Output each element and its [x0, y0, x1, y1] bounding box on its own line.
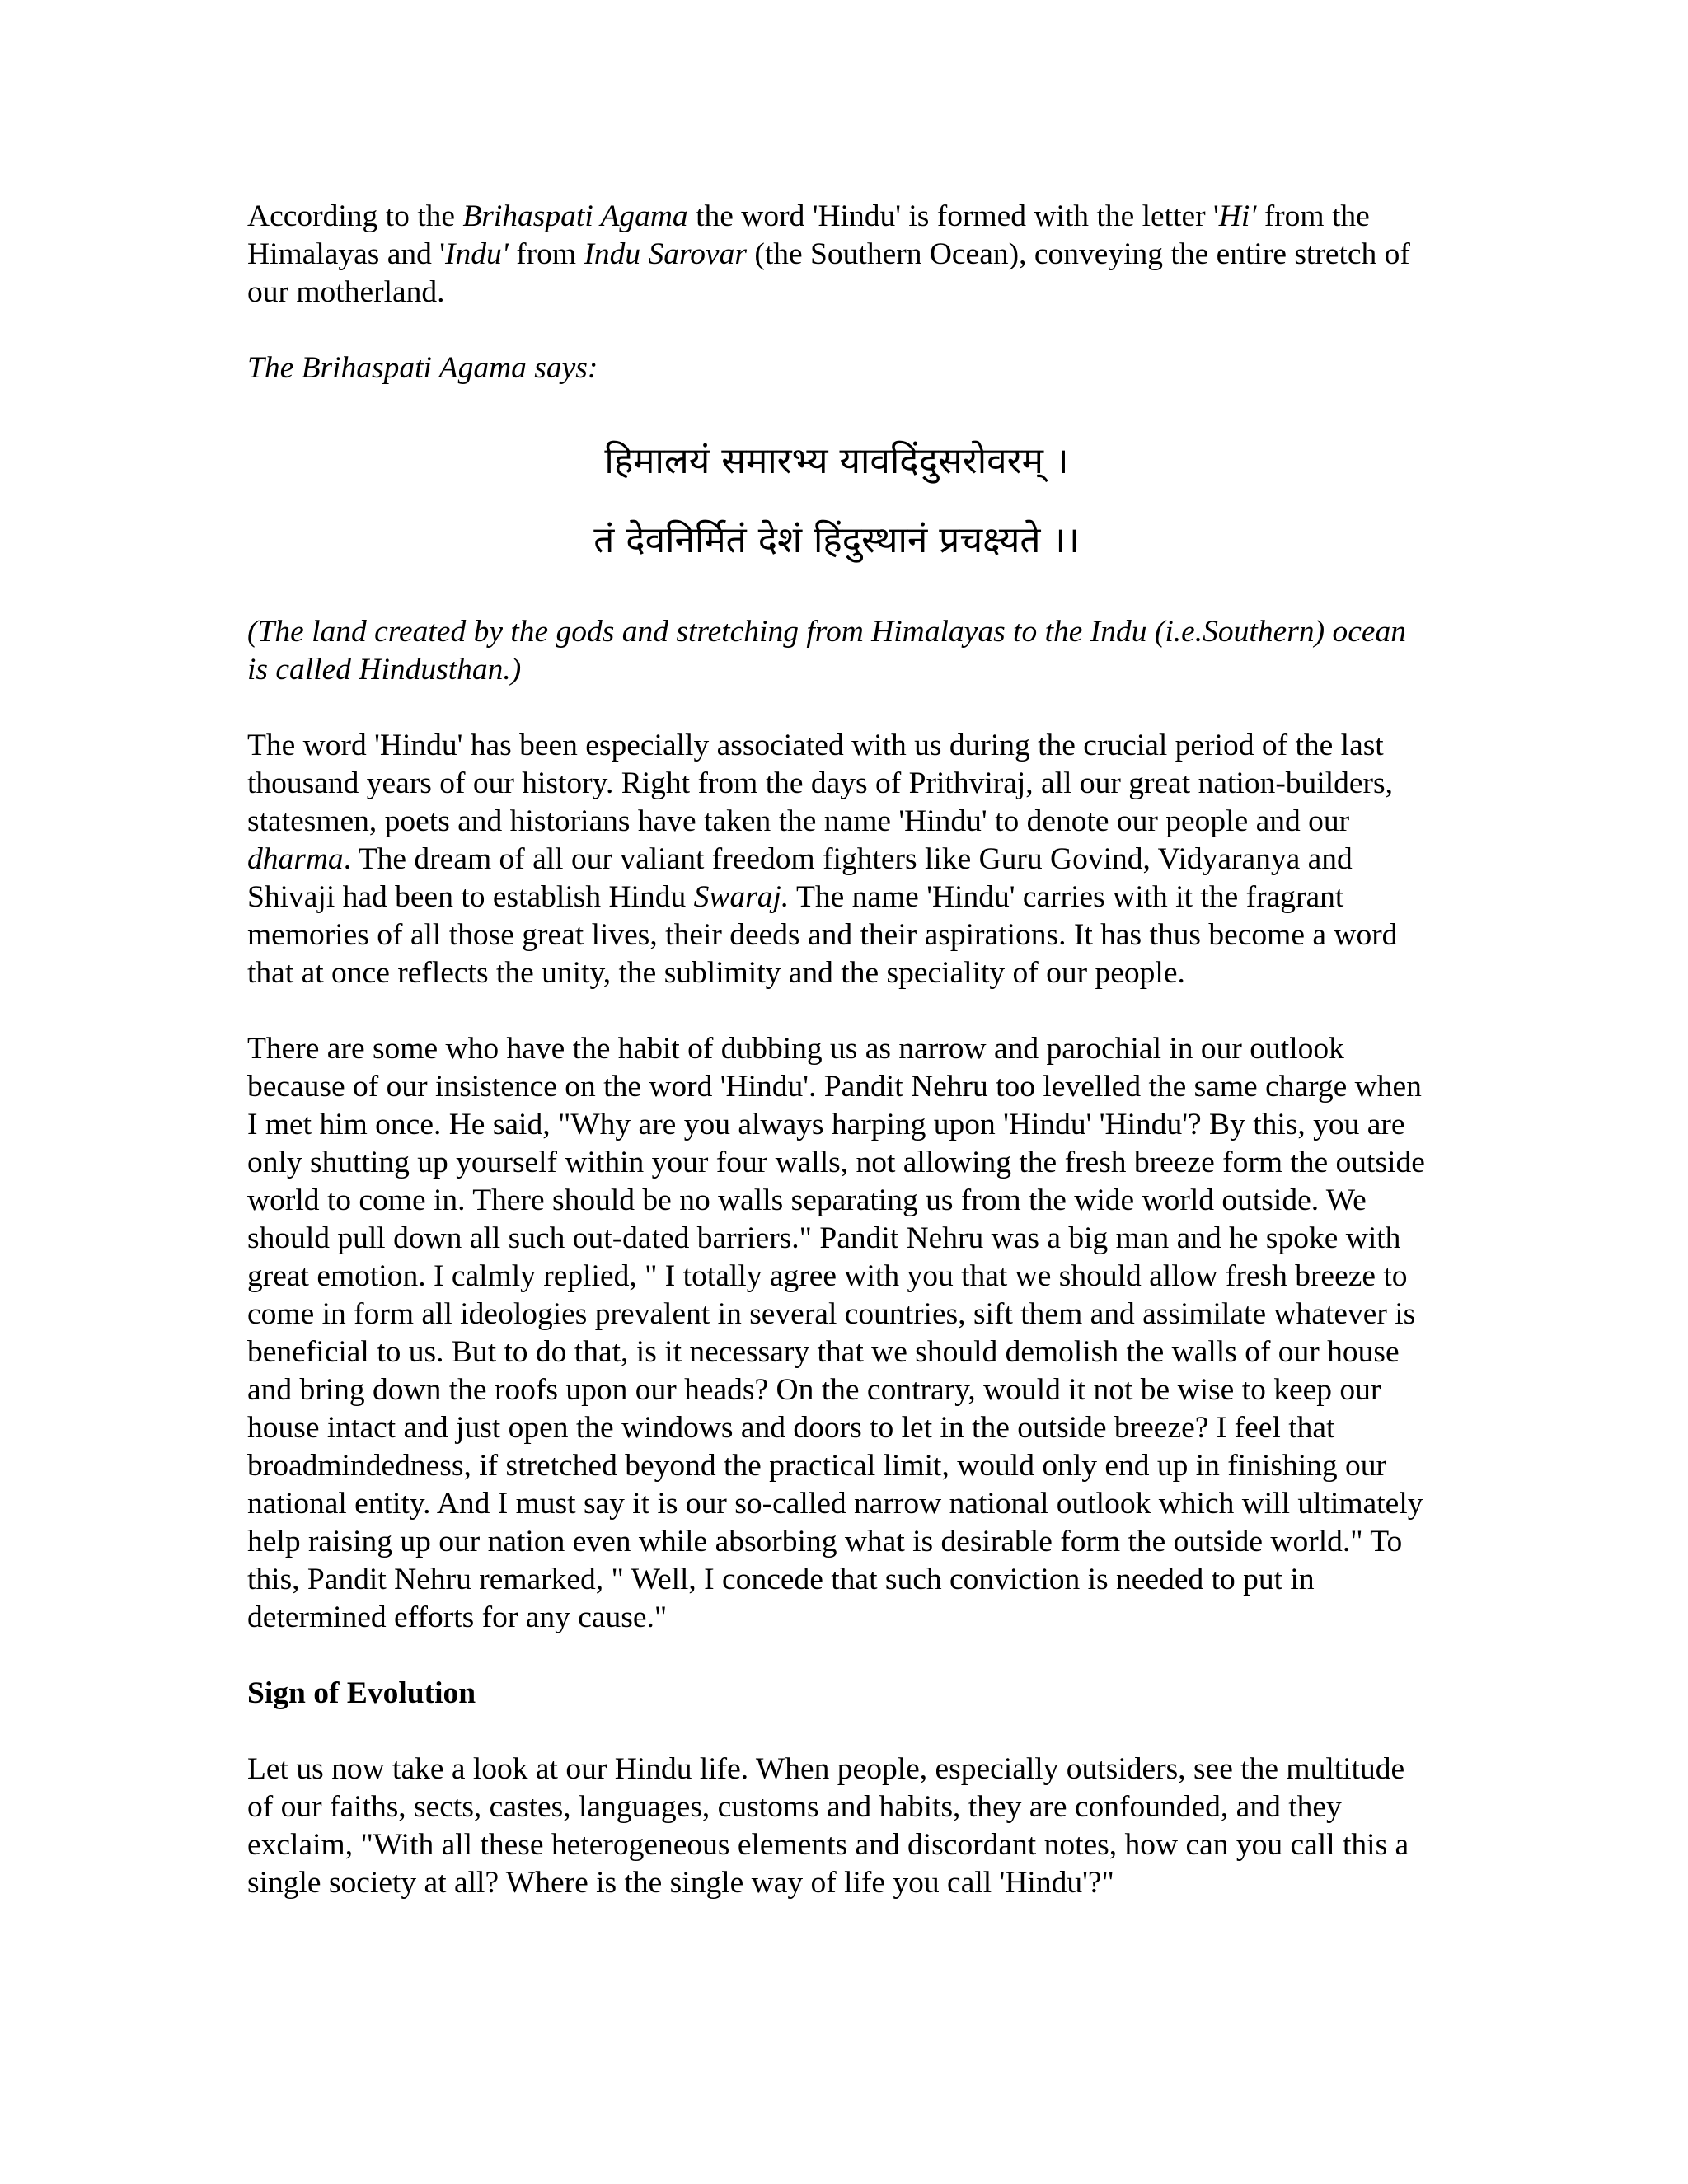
intro-italic-4: Indu Sarovar — [584, 237, 747, 271]
body-paragraph-3: Let us now take a look at our Hindu life. When people, especially outsiders, see the multitude of our faiths, sects, castes, languages, customs and habits, they are confounded, and they exclaim, "With all these heterogeneous elements and discordant notes, how can you call this a single society at all? Where is the single way of life you call 'Hindu'?" — [247, 1752, 1409, 1900]
intro-text-3: from the Himalayas and ' — [247, 199, 1370, 271]
body-paragraph-2: There are some who have the habit of dubbing us as narrow and parochial in our outlook because of our insistence on the word 'Hindu'. Pandit Nehru too levelled the same charge when I met him once. He said, "Why are you always harping upon 'Hindu' 'Hindu'? By this, you are only shutting up yourself within your four walls, not allowing the fresh breeze form the outside world to come in. There should be no walls separating us from the wide world outside. We should pull down all such out-dated barriers." Pandit Nehru was a big man and he spoke with great emotion. I calmly replied, " I totally agree with you that we should allow fresh breeze to come in form all ideologies prevalent in several countries, sift them and assimilate whatever is beneficial to us. But to do that, is it necessary that we should demolish the walls of our house and bring down the roofs upon our heads? On the contrary, would it not be wise to keep our house intact and just open the windows and doors to let in the outside breeze? I feel that broadmindedness, if stretched beyond the practical limit, would only end up in finishing our national entity. And I must say it is our so-called narrow national outlook which will ultimately help raising up our nation even while absorbing what is desirable form the outside world." To this, Pandit Nehru remarked, " Well, I concede that such conviction is needed to put in determined efforts for any cause." — [247, 1032, 1425, 1634]
para1-text-3: The name 'Hindu' carries with it the fragrant memories of all those great lives, their deeds and their aspirations. It has thus become a word that at once reflects the unity, the sublimity and the speciality of our people. — [247, 880, 1398, 990]
intro-text-2: the word 'Hindu' is formed with the letter ' — [687, 199, 1219, 233]
sanskrit-verse — [247, 422, 1426, 580]
verse-translation: (The land created by the gods and stretching from Himalayas to the Indu (i.e.Southern) ocean is called Hindusthan.) — [247, 615, 1406, 687]
intro-text-5: (the Southern Ocean), conveying the entire stretch of our motherland. — [247, 237, 1410, 309]
para1-italic-1: dharma — [247, 842, 344, 876]
para1-text-1: The word 'Hindu' has been especially associated with us during the crucial period of the last thousand years of our history. Right from the days of Prithviraj, all our great nation-builders, statesmen, poets and historians have taken the name 'Hindu' to denote our people and our — [247, 729, 1393, 838]
intro-italic-1: Brihaspati Agama — [462, 199, 688, 233]
body-paragraph-1 — [247, 727, 1426, 992]
para1-italic-2: Swaraj. — [693, 880, 790, 914]
section-heading: Sign of Evolution — [247, 1676, 476, 1710]
intro-italic-2: Hi' — [1218, 199, 1257, 233]
intro-text-4: from — [508, 237, 584, 271]
intro-italic-3: Indu' — [445, 237, 509, 271]
quote-intro: The Brihaspati Agama says: — [247, 351, 598, 385]
verse-line-2: तं देवनिर्मितं देशं हिंदुस्थानं प्रचक्ष्यते ।। — [593, 519, 1080, 561]
para1-text-2: . The dream of all our valiant freedom fighters like Guru Govind, Vidyaranya and Shivaji had been to establish Hindu — [247, 842, 1353, 914]
intro-text-1: According to the — [247, 199, 463, 233]
intro-paragraph — [247, 198, 1426, 312]
verse-line-1: हिमालयं समारभ्य यावदिंदुसरोवरम् । — [604, 440, 1069, 482]
document-page — [247, 198, 1426, 1902]
